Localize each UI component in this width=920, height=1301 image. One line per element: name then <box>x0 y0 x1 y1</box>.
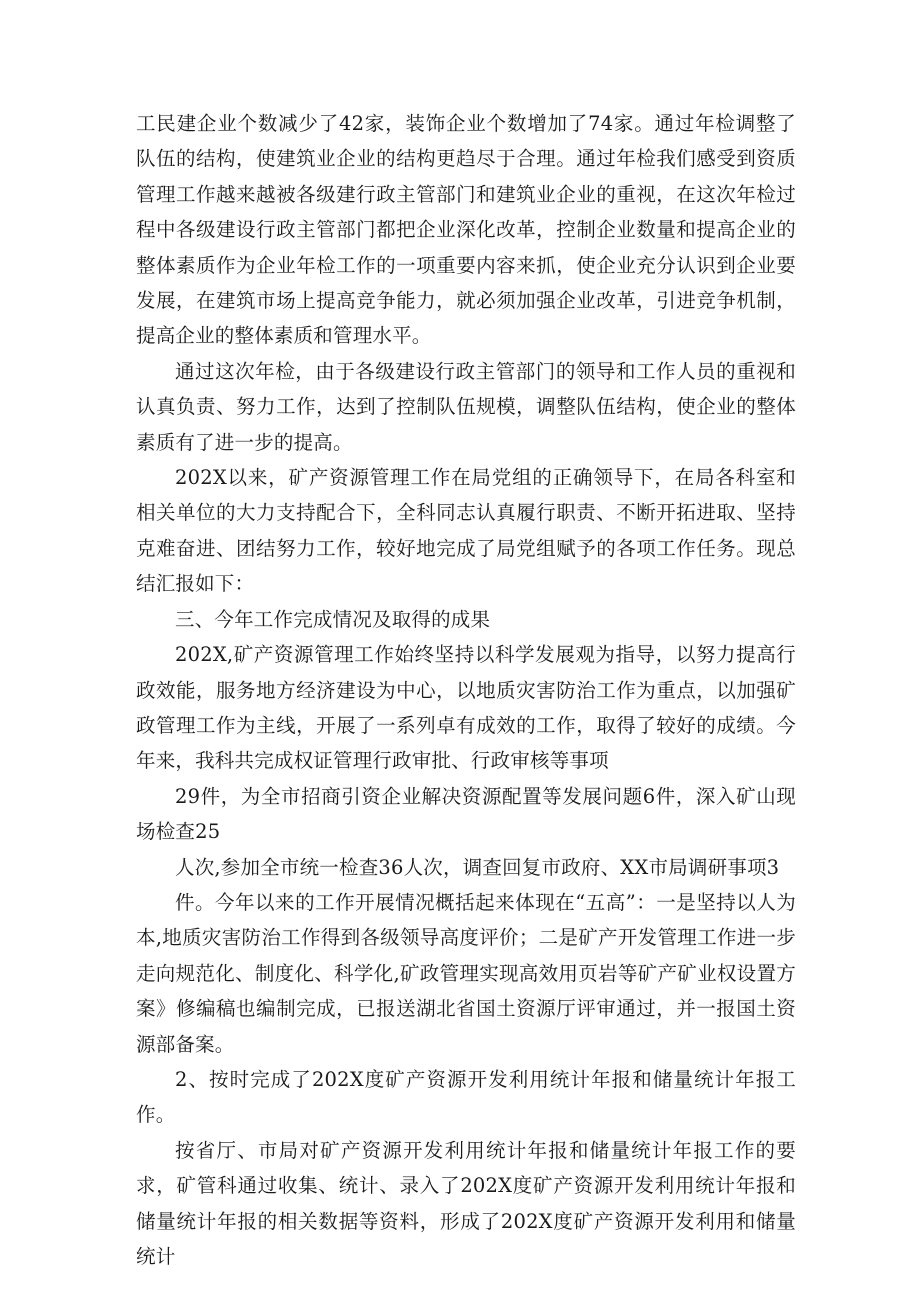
paragraph: 29件，为全市招商引资企业解决资源配置等发展问题6件，深入矿山现场检查25 <box>136 784 796 844</box>
section-heading: 三、今年工作完成情况及取得的成果 <box>175 607 491 631</box>
paragraph: 通过这次年检，由于各级建设行政主管部门的领导和工作人员的重视和认真负责、努力工作，达到了控制队伍规模，调整队伍结构，使企业的整体素质有了进一步的提高。 <box>136 359 796 454</box>
paragraph: 202X,矿产资源管理工作始终坚持以科学发展观为指导，以努力提高行政效能，服务地方经济建设为中心，以地质灾害防治工作为重点，以加强矿政管理工作为主线，开展了一系列卓有成效的工作，取得了较好的成绩。今年来，我科共完成权证管理行政审批、行政审核等事项 <box>136 643 796 773</box>
paragraph: 按省厅、市局对矿产资源开发利用统计年报和储量统计年报工作的要求，矿管科通过收集、统计、录入了202X度矿产资源开发利用统计年报和储量统计年报的相关数据等资料，形成了202X度矿产资源开发利用和储量统计 <box>136 1138 796 1268</box>
document-body <box>136 106 796 1274</box>
paragraph: 202X以来，矿产资源管理工作在局党组的正确领导下，在局各科室和相关单位的大力支持配合下，全科同志认真履行职责、不断开拓进取、坚持克难奋进、团结努力工作，较好地完成了局党组赋予的各项工作任务。现总结汇报如下： <box>136 466 796 596</box>
paragraph: 工民建企业个数减少了42家，装饰企业个数增加了74家。通过年检调整了队伍的结构，使建筑业企业的结构更趋尽于合理。通过年检我们感受到资质管理工作越来越被各级建行政主管部门和建筑业企业的重视，在这次年检过程中各级建设行政主管部门都把企业深化改革，控制企业数量和提高企业的整体素质作为企业年检工作的一项重要内容来抓，使企业充分认识到企业要发展，在建筑市场上提高竞争能力，就必须加强企业改革，引进竞争机制，提高企业的整体素质和管理水平。 <box>136 112 796 348</box>
paragraph: 件。今年以来的工作开展情况概括起来体现在“五高”：一是坚持以人为本,地质灾害防治工作得到各级领导高度评价；二是矿产开发管理工作进一步走向规范化、制度化、科学化,矿政管理实现高效用页岩等矿产矿业权设置方案》修编稿也编制完成，已报送湖北省国土资源厅评审通过，并一报国土资源部备案。 <box>136 890 796 1056</box>
paragraph: 人次,参加全市统一检查36人次，调查回复市政府、XX市局调研事项3 <box>175 855 780 879</box>
paragraph: 2、按时完成了202X度矿产资源开发利用统计年报和储量统计年报工作。 <box>136 1067 796 1127</box>
